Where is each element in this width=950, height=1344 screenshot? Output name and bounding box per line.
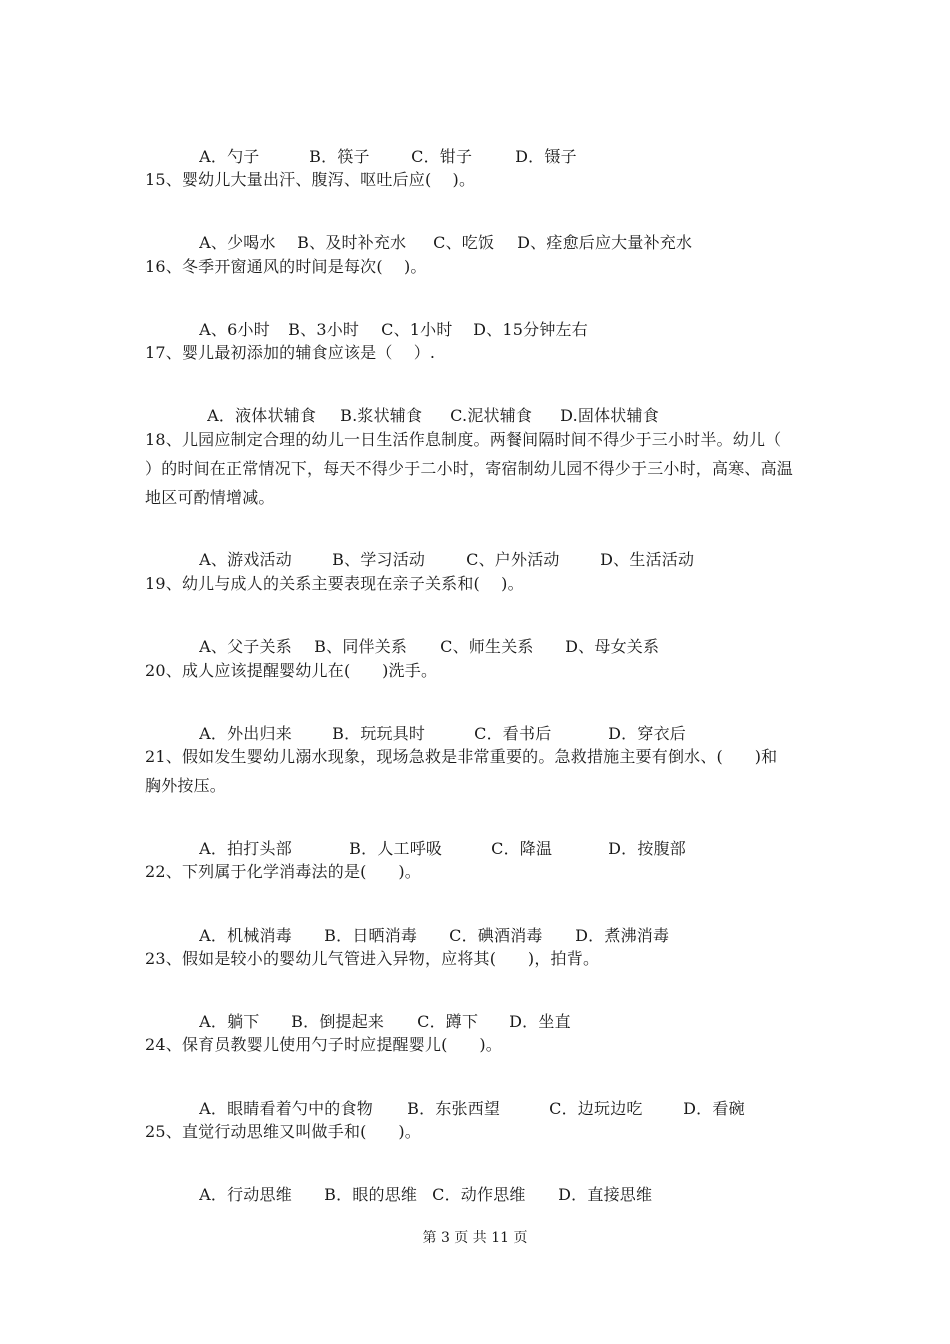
option-a: A．外出归来	[199, 724, 292, 743]
option-c: C、1小时	[381, 320, 453, 339]
question-18-stem-line-3: 地区可酌情增减。	[145, 488, 275, 507]
option-d: D.固体状辅食	[560, 406, 659, 425]
question-18-stem-line-1: 18、儿园应制定合理的幼儿一日生活作息制度。两餐间隔时间不得少于三小时半。幼儿（	[145, 430, 782, 449]
option-d: D．按腹部	[608, 839, 686, 858]
question-22-stem: 22、下列属于化学消毒法的是( )。	[145, 862, 421, 881]
question-19-stem: 19、幼儿与成人的关系主要表现在亲子关系和( )。	[145, 574, 524, 593]
option-b: B、同伴关系	[314, 637, 408, 656]
page-number-footer: 第 3 页 共 11 页	[422, 1230, 528, 1246]
option-a: A．行动思维	[199, 1185, 292, 1204]
question-23-stem: 23、假如是较小的婴幼儿气管进入异物，应将其( )，拍背。	[145, 949, 600, 968]
option-c: C．钳子	[411, 147, 473, 166]
option-d: D、生活活动	[600, 550, 695, 569]
option-b: B．倒提起来	[291, 1012, 385, 1031]
option-b: B．玩玩具时	[332, 724, 426, 743]
option-a: A．勺子	[199, 147, 260, 166]
question-17-stem: 17、婴儿最初添加的辅食应该是（ ）.	[145, 343, 436, 362]
option-d: D．坐直	[509, 1012, 571, 1031]
option-c: C．边玩边吃	[549, 1099, 643, 1118]
option-b: B．筷子	[309, 147, 370, 166]
question-25-options	[178, 1165, 652, 1225]
option-b: B．日晒消毒	[324, 926, 418, 945]
option-d: D．镊子	[515, 147, 577, 166]
option-a: A．眼睛看着勺中的食物	[199, 1099, 373, 1118]
question-18-stem-line-2: ）的时间在正常情况下，每天不得少于二小时，寄宿制幼儿园不得少于三小时，高寒、高温	[145, 459, 794, 478]
option-b: B．东张西望	[407, 1099, 501, 1118]
option-d: D、母女关系	[565, 637, 660, 656]
option-c: C.泥状辅食	[450, 406, 533, 425]
option-b: B．人工呼吸	[349, 839, 443, 858]
option-c: C．动作思维	[432, 1185, 526, 1204]
option-b: B、3小时	[288, 320, 360, 339]
question-21-stem-line-2: 胸外按压。	[145, 776, 227, 795]
option-a: A．液体状辅食	[207, 406, 317, 425]
option-a: A．躺下	[199, 1012, 260, 1031]
option-b: B、及时补充水	[297, 233, 407, 252]
option-a: A．机械消毒	[199, 926, 292, 945]
option-d: D、痊愈后应大量补充水	[517, 233, 693, 252]
option-c: C．碘酒消毒	[449, 926, 543, 945]
option-d: D．直接思维	[558, 1185, 653, 1204]
question-24-stem: 24、保育员教婴儿使用勺子时应提醒婴儿( )。	[145, 1035, 502, 1054]
option-c: C．降温	[491, 839, 553, 858]
option-a: A、少喝水	[199, 233, 276, 252]
option-d: D．煮沸消毒	[575, 926, 670, 945]
option-b: B、学习活动	[332, 550, 426, 569]
question-21-stem-line-1: 21、假如发生婴幼儿溺水现象，现场急救是非常重要的。急救措施主要有倒水、( )和	[145, 747, 778, 766]
option-a: A、父子关系	[199, 637, 292, 656]
option-d: D、15分钟左右	[473, 320, 588, 339]
question-15-stem: 15、婴幼儿大量出汗、腹泻、呕吐后应( )。	[145, 170, 476, 189]
option-c: C．蹲下	[417, 1012, 479, 1031]
question-16-stem: 16、冬季开窗通风的时间是每次( )。	[145, 257, 427, 276]
question-25-stem: 25、直觉行动思维又叫做手和( )。	[145, 1122, 421, 1141]
option-a: A、6小时	[199, 320, 270, 339]
option-c: C、吃饭	[433, 233, 495, 252]
question-20-stem: 20、成人应该提醒婴幼儿在( )洗手。	[145, 661, 438, 680]
option-d: D．看碗	[683, 1099, 745, 1118]
option-c: C、师生关系	[440, 637, 534, 656]
option-c: C、户外活动	[466, 550, 560, 569]
option-b: B．眼的思维	[324, 1185, 418, 1204]
option-d: D．穿衣后	[608, 724, 686, 743]
option-a: A．拍打头部	[199, 839, 292, 858]
option-c: C．看书后	[474, 724, 552, 743]
option-b: B.浆状辅食	[340, 406, 423, 425]
option-a: A、游戏活动	[199, 550, 292, 569]
